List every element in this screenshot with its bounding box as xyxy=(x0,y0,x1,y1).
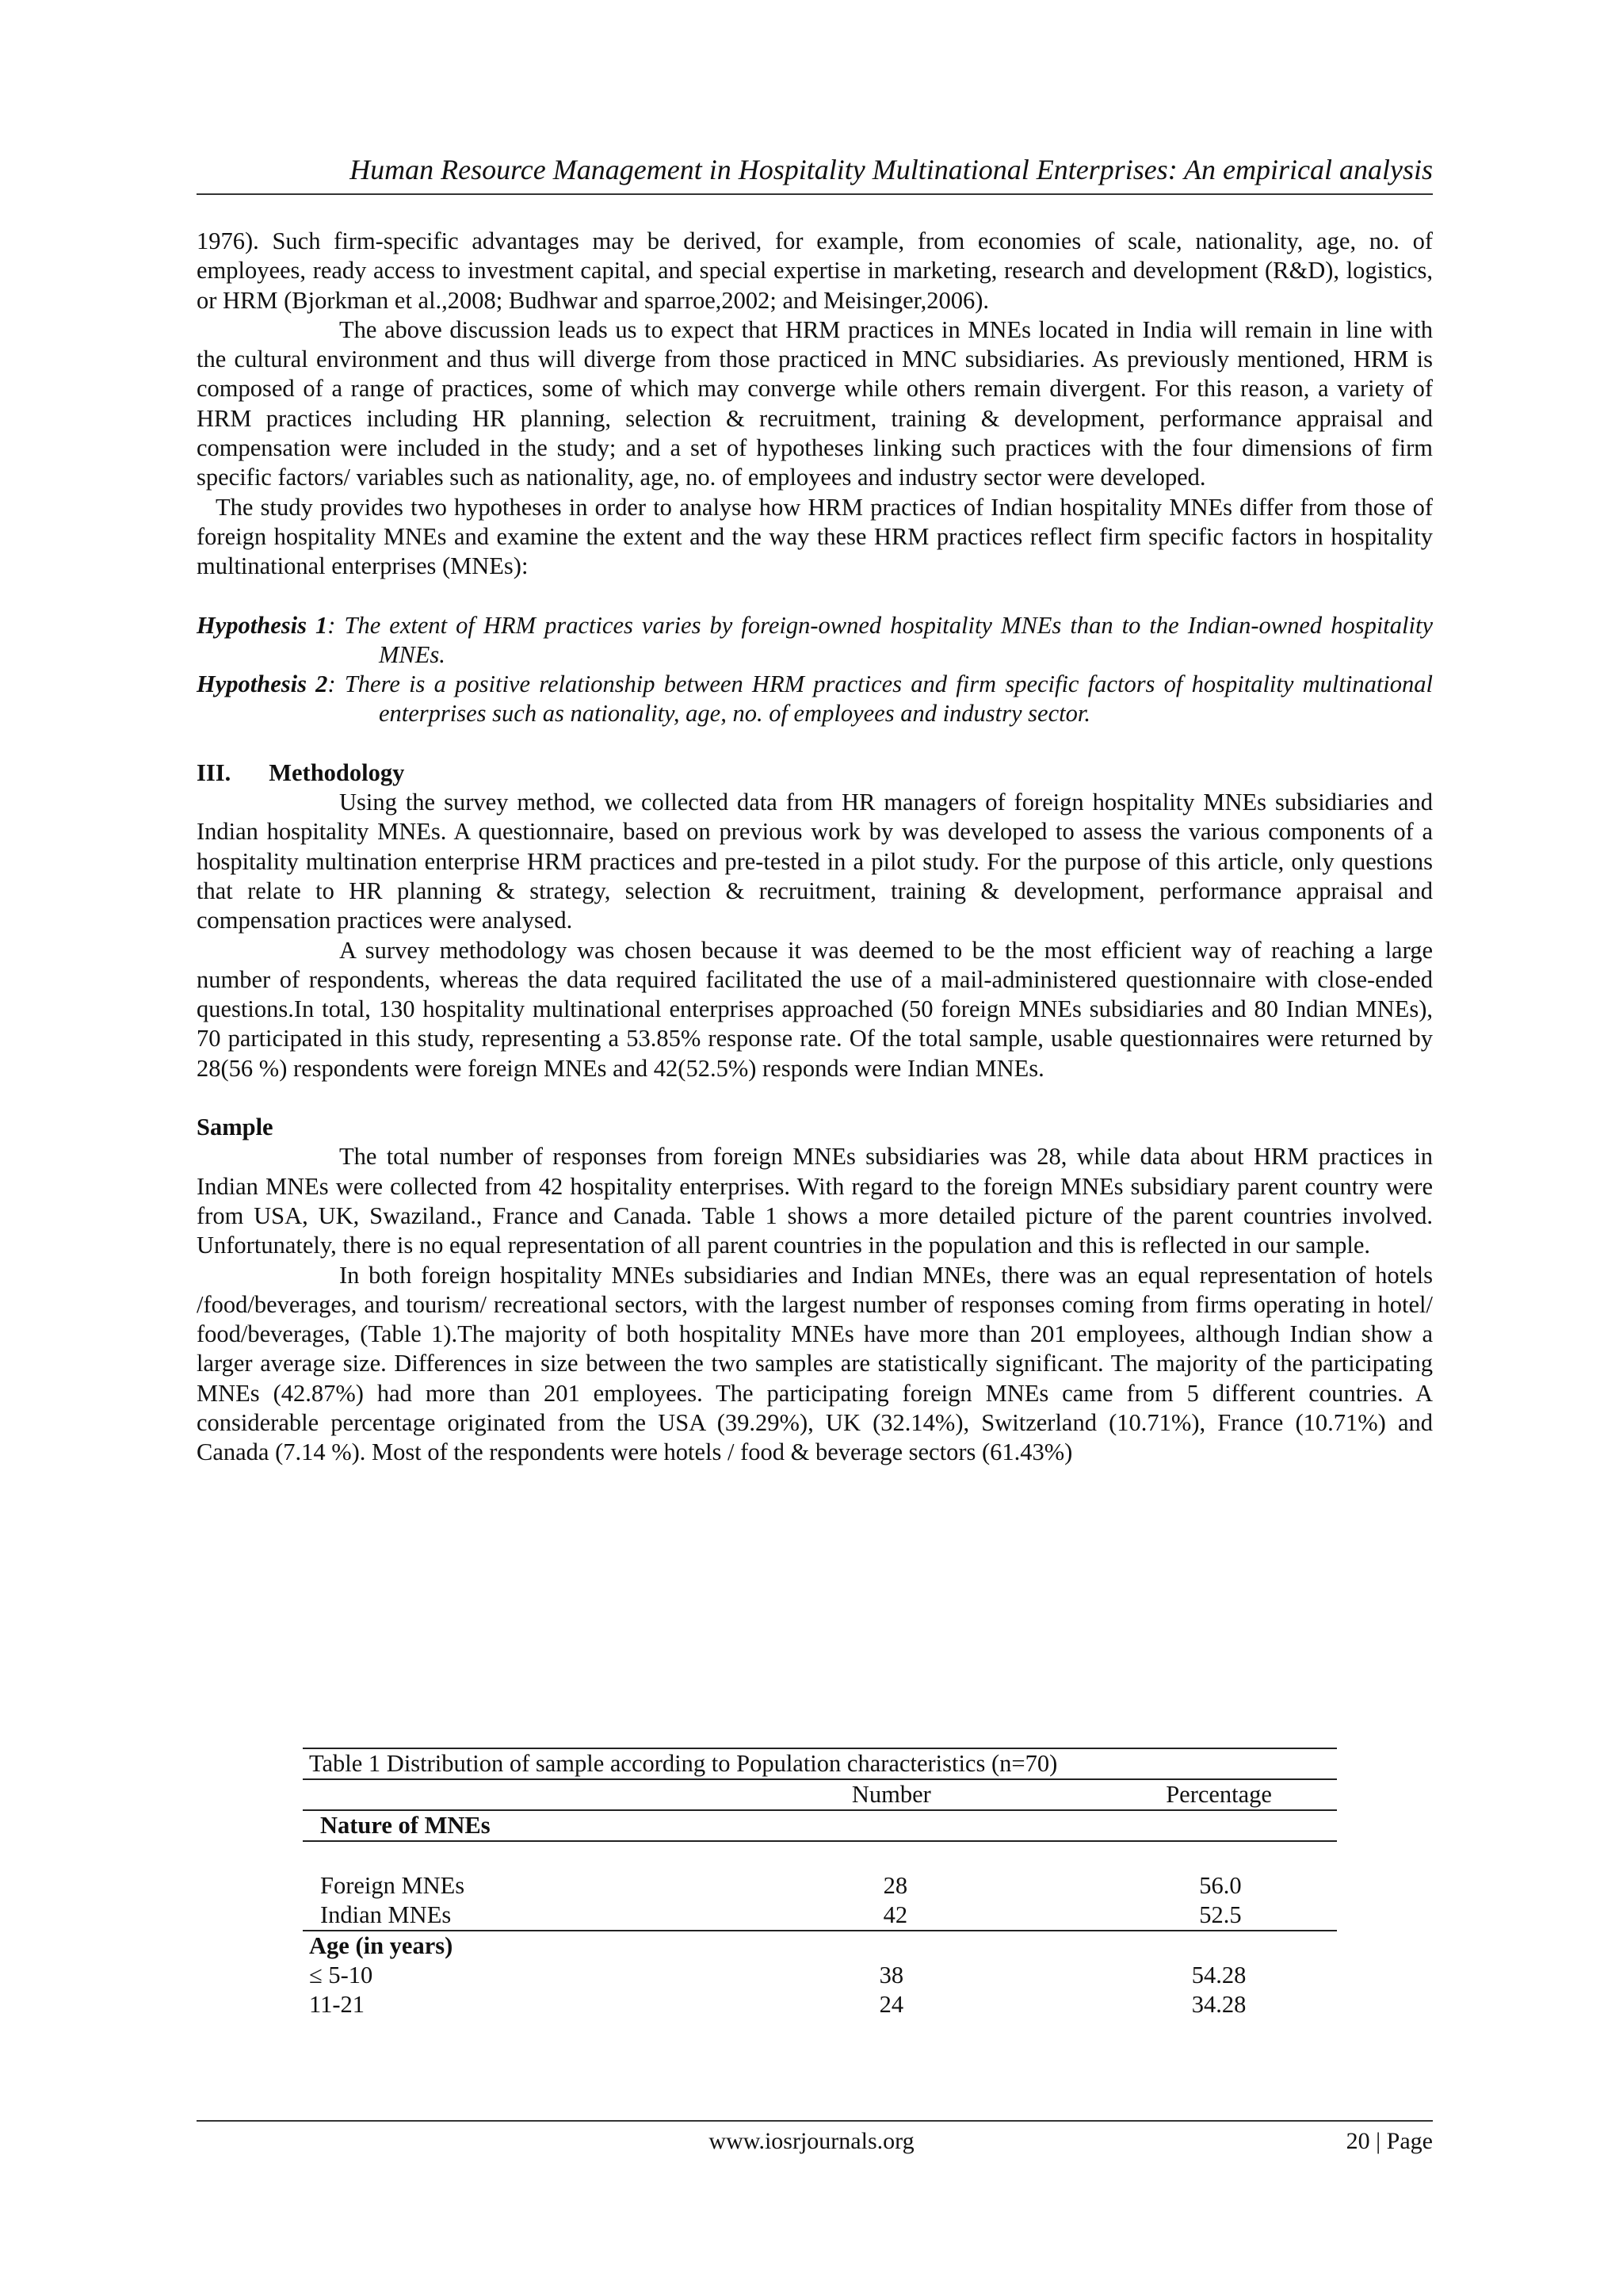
table-row xyxy=(303,1901,1337,1930)
table-row xyxy=(303,1990,1337,2019)
row-number: 28 xyxy=(883,1872,908,1899)
row-percentage: 56.0 xyxy=(1199,1872,1242,1899)
row-number: 24 xyxy=(879,1991,904,2018)
hypothesis-label: Hypothesis 1 xyxy=(197,611,328,639)
paragraph: 1976). Such firm-specific advantages may be derived, for example, from economies of scale, nationality, age, no. of employees, ready access to investment capital, and special expertise in marketing, research and development (R&D), logistics, or HRM (Bjorkman et al.,2008; Budhwar and sparroe,2002; and Meisinger,2006). xyxy=(197,227,1433,314)
running-title: Human Resource Management in Hospitality Multinational Enterprises: An empirical analysis xyxy=(349,154,1433,185)
hypothesis-2 xyxy=(197,670,1433,729)
paragraph: A survey methodology was chosen because it was deemed to be the most efficient way of reaching a large number of respondents, whereas the data required facilitated the use of a mail-administered questionnaire with close-ended questions.In total, 130 hospitality multinational enterprises approached (50 foreign MNEs subsidiaries and 80 Indian MNEs), 70 participated in this study, representing a 53.85% response rate. Of the total sample, usable questionnaires were returned by 28(56 %) respondents were foreign MNEs and 42(52.5%) responds were Indian MNEs. xyxy=(197,936,1433,1082)
footer-rule xyxy=(197,2120,1433,2122)
subsection-heading: Sample xyxy=(197,1114,273,1141)
table-caption: Table 1 Distribution of sample according to Population characteristics (n=70) xyxy=(309,1750,1058,1777)
table-group-row xyxy=(303,1811,1337,1840)
paragraph: The total number of responses from foreign MNEs subsidiaries was 28, while data about HRM practices in Indian MNEs were collected from 42 hospitality enterprises. With regard to the foreign MNEs subsidiary parent country were from USA, UK, Swaziland., France and Canada. Table 1 shows a more detailed picture of the parent countries involved. Unfortunately, there is no equal representation of all parent countries in the population and this is reflected in our sample. xyxy=(197,1143,1433,1259)
section-number: III. xyxy=(197,758,231,786)
hypothesis-text: : The extent of HRM practices varies by foreign-owned hospitality MNEs than to the Indian-owned hospitality MNEs. xyxy=(327,611,1433,668)
col-header-number: Number xyxy=(851,1781,931,1808)
row-number: 38 xyxy=(879,1962,904,1988)
body-text xyxy=(197,227,1433,1468)
hypothesis-1 xyxy=(197,611,1433,670)
table-group-row xyxy=(303,1931,1337,1961)
row-label: Indian MNEs xyxy=(320,1901,452,1928)
page-number: 20 | Page xyxy=(1346,2128,1433,2154)
hypothesis-label: Hypothesis 2 xyxy=(197,670,328,698)
table-1 xyxy=(303,1748,1337,2019)
paragraph: The study provides two hypotheses in order to analyse how HRM practices of Indian hospitality MNEs differ from those of foreign hospitality MNEs and examine the extent and the way these HRM practices reflect firm specific factors in hospitality multinational enterprises (MNEs): xyxy=(197,493,1433,580)
row-label: Foreign MNEs xyxy=(320,1872,465,1899)
row-percentage: 54.28 xyxy=(1191,1962,1247,1988)
paragraph: In both foreign hospitality MNEs subsidiaries and Indian MNEs, there was an equal representation of hotels /food/beverages, and tourism/ recreational sectors, with the largest number of responses coming from firms operating in hotel/ food/beverages, (Table 1).The majority of both hospitality MNEs have more than 201 employees, although Indian show a larger average size. Differences in size between the two samples are statistically significant. The majority of the participating MNEs (42.87%) had more than 201 employees. The participating foreign MNEs came from 5 different countries. A considerable percentage originated from the USA (39.29%), UK (32.14%), Switzerland (10.71%), France (10.71%) and Canada (7.14 %). Most of the respondents were hotels / food & beverage sectors (61.43%) xyxy=(197,1261,1433,1466)
table-row xyxy=(303,1871,1337,1901)
row-label: ≤ 5-10 xyxy=(309,1962,373,1988)
row-label: 11-21 xyxy=(309,1991,365,2018)
table-caption-row xyxy=(303,1749,1337,1778)
hypothesis-text: : There is a positive relationship between HRM practices and firm specific factors of hospitality multinational enterprises such as nationality, age, no. of employees and industry sector. xyxy=(327,670,1433,728)
table-row xyxy=(303,1961,1337,1990)
row-number: 42 xyxy=(883,1901,908,1928)
section-heading xyxy=(197,758,1433,788)
row-percentage: 52.5 xyxy=(1199,1901,1242,1928)
section-title: Methodology xyxy=(269,758,405,786)
footer-website: www.iosrjournals.org xyxy=(708,2128,915,2154)
table-header-row xyxy=(303,1780,1337,1809)
paragraph: Using the survey method, we collected data from HR managers of foreign hospitality MNEs subsidiaries and Indian hospitality MNEs. A questionnaire, based on previous work by was developed to assess the various components of a hospitality multination enterprise HRM practices and pre-tested in a pilot study. For the purpose of this article, only questions that relate to HR planning & strategy, selection & recruitment, training & development, performance appraisal and compensation practices were analysed. xyxy=(197,789,1433,934)
group-label: Nature of MNEs xyxy=(320,1812,491,1839)
paragraph: The above discussion leads us to expect that HRM practices in MNEs located in India will remain in line with the cultural environment and thus will diverge from those practiced in MNC subsidiaries. As previously mentioned, HRM is composed of a range of practices, some of which may converge while others remain divergent. For this reason, a variety of HRM practices including HR planning, selection & recruitment, training & development, performance appraisal and compensation were included in the study; and a set of hypotheses linking such practices with the four dimensions of firm specific factors/ variables such as nationality, age, no. of employees and industry sector were developed. xyxy=(197,315,1433,491)
row-percentage: 34.28 xyxy=(1191,1991,1247,2018)
group-label: Age (in years) xyxy=(309,1932,453,1959)
col-header-percentage: Percentage xyxy=(1166,1781,1272,1808)
header-rule xyxy=(197,193,1433,195)
